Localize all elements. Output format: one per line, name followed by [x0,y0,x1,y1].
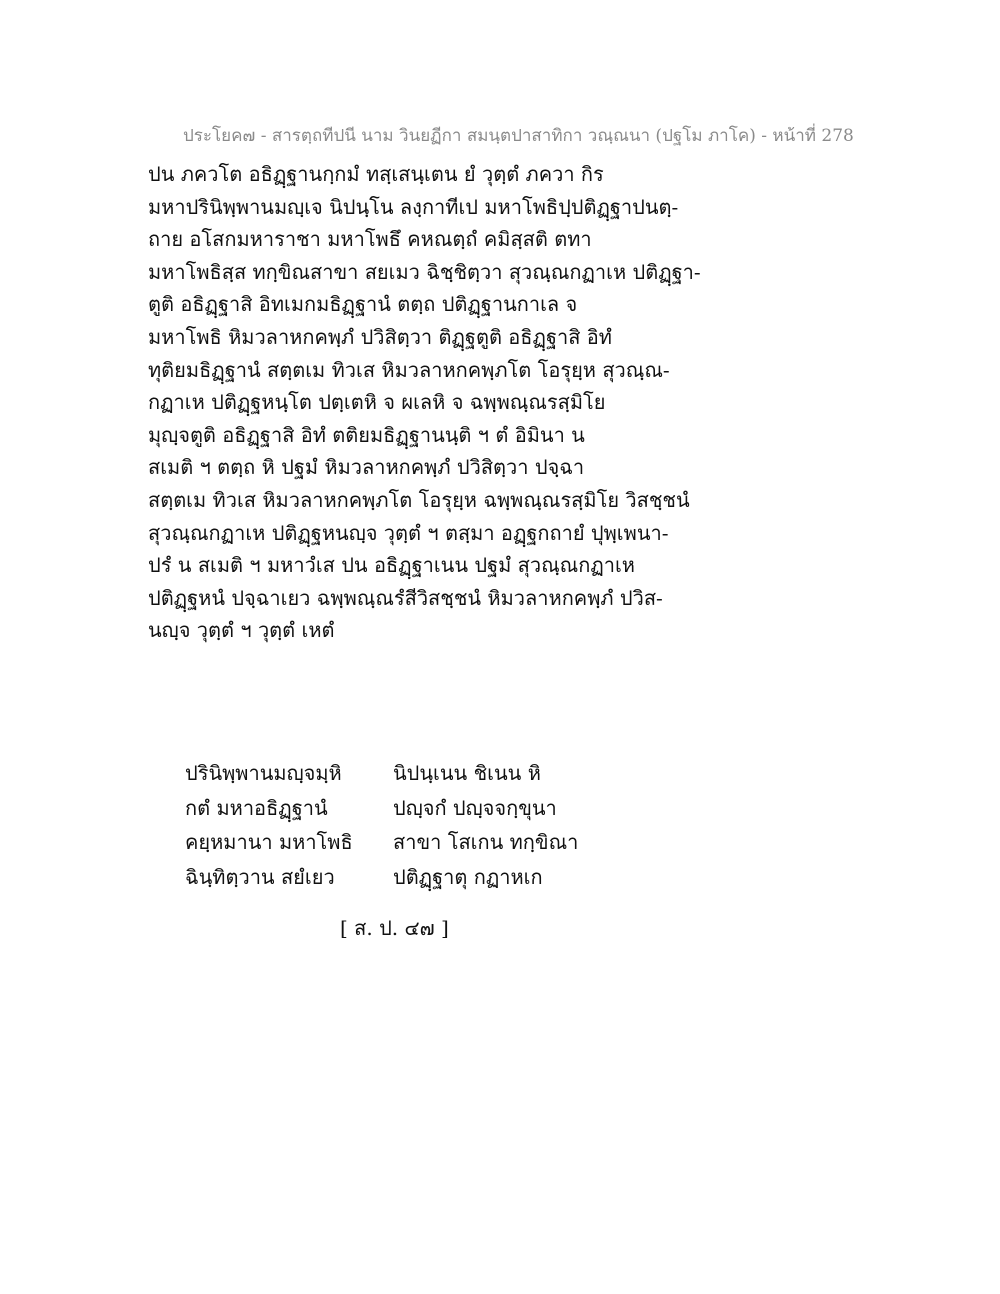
text-line: มุญฺจตูติ อธิฏฺฐาสิ อิทํ ตติยมธิฏฺฐานนฺติ ฯ ตํ อิมินา น [148,422,585,447]
text-line: สตฺตเม ทิวเส หิมวลาหกคพฺภโต โอรุยฺห ฉพฺพณฺณรสฺมิโย วิสชฺชนํ [148,487,690,512]
text-line: มหาโพธิ หิมวลาหกคพฺภํ ปวิสิตฺวา ติฏฺฐตูติ อธิฏฺฐาสิ อิทํ [148,324,612,349]
verse-second-half: ปติฏฺฐาตุ กฏาหเก [393,864,543,889]
text-line: ปน ภควโต อธิฏฺฐานกฺกมํ ทสฺเสนฺเตน ยํ วุตฺตํ ภควา กิร [148,162,604,186]
text-line: ปรํ น สเมติ ฯ มหาวํเส ปน อธิฏฺฐาเนน ปฐมํ สุวณฺณกฏาเห [148,553,635,578]
citation: [ ส. ป. ๔๗ ] [340,916,449,940]
text-line: มหาโพธิสฺส ทกฺขิณสาขา สยเมว ฉิชฺชิตฺวา สุวณฺณกฏาเห ปติฏฺฐา- [148,259,701,284]
text-line: มหาปรินิพฺพานมญฺเจ นิปนฺโน ลงฺกาทีเป มหาโพธิปฺปติฏฺฐาปนตฺ- [148,194,679,219]
verse-second-half: นิปนฺเนน ชิเนน หิ [393,761,541,785]
verse-second-half: สาขา โสเกน ทกฺขิณา [393,830,579,854]
text-line: นญฺจ วุตฺตํ ฯ วุตฺตํ เหตํ [148,618,335,643]
text-line: ตูติ อธิฏฺฐาสิ อิทเมกมธิฏฺฐานํ ตตฺถ ปติฏฺฐานกาเล จ [148,292,578,317]
verse-first-half: ปรินิพฺพานมญฺจมฺหิ [185,761,342,785]
verse-first-half: กตํ มหาอธิฏฺฐานํ [185,795,328,820]
text-line: สเมติ ฯ ตตฺถ หิ ปฐมํ หิมวลาหกคพฺภํ ปวิสิตฺวา ปจฺฉา [148,455,585,480]
body-text [148,158,848,647]
verse-second-half: ปญฺจกํ ปญฺจจกฺขุนา [393,795,557,820]
text-line: กฏาเห ปติฏฺฐหนฺโต ปตฺเตหิ จ ผเลหิ จ ฉพฺพณฺณรสฺมิโย [148,390,606,415]
page-header: ประโยค๗ - สารตฺถทีปนี นาม วินยฏีกา สมนฺตปาสาทิกา วณฺณนา (ปฐโม ภาโค) - หน้าที่ 278 [183,126,854,146]
text-line: สุวณฺณกฏาเห ปติฏฺฐหนญฺจ วุตฺตํ ฯ ตสฺมา อฏฺฐกถายํ ปุพฺเพนา- [148,520,669,545]
verse-first-half: ฉินฺทิตฺวาน สยํเยว [185,864,335,889]
text-line: ทุติยมธิฏฺฐานํ สตฺตเม ทิวเส หิมวลาหกคพฺภโต โอรุยฺห สุวณฺณ- [148,357,670,382]
verse-first-half: คยฺหมานา มหาโพธิ [185,830,353,854]
text-line: ปติฏฺฐหนํ ปจฺฉาเยว ฉพฺพณฺณรํสีวิสชฺชนํ หิมวลาหกคพฺภํ ปวิส- [148,585,663,610]
text-line: ถาย อโสกมหาราชา มหาโพธึ คหณตฺถํ คมิสฺสติ ตทา [148,227,592,252]
